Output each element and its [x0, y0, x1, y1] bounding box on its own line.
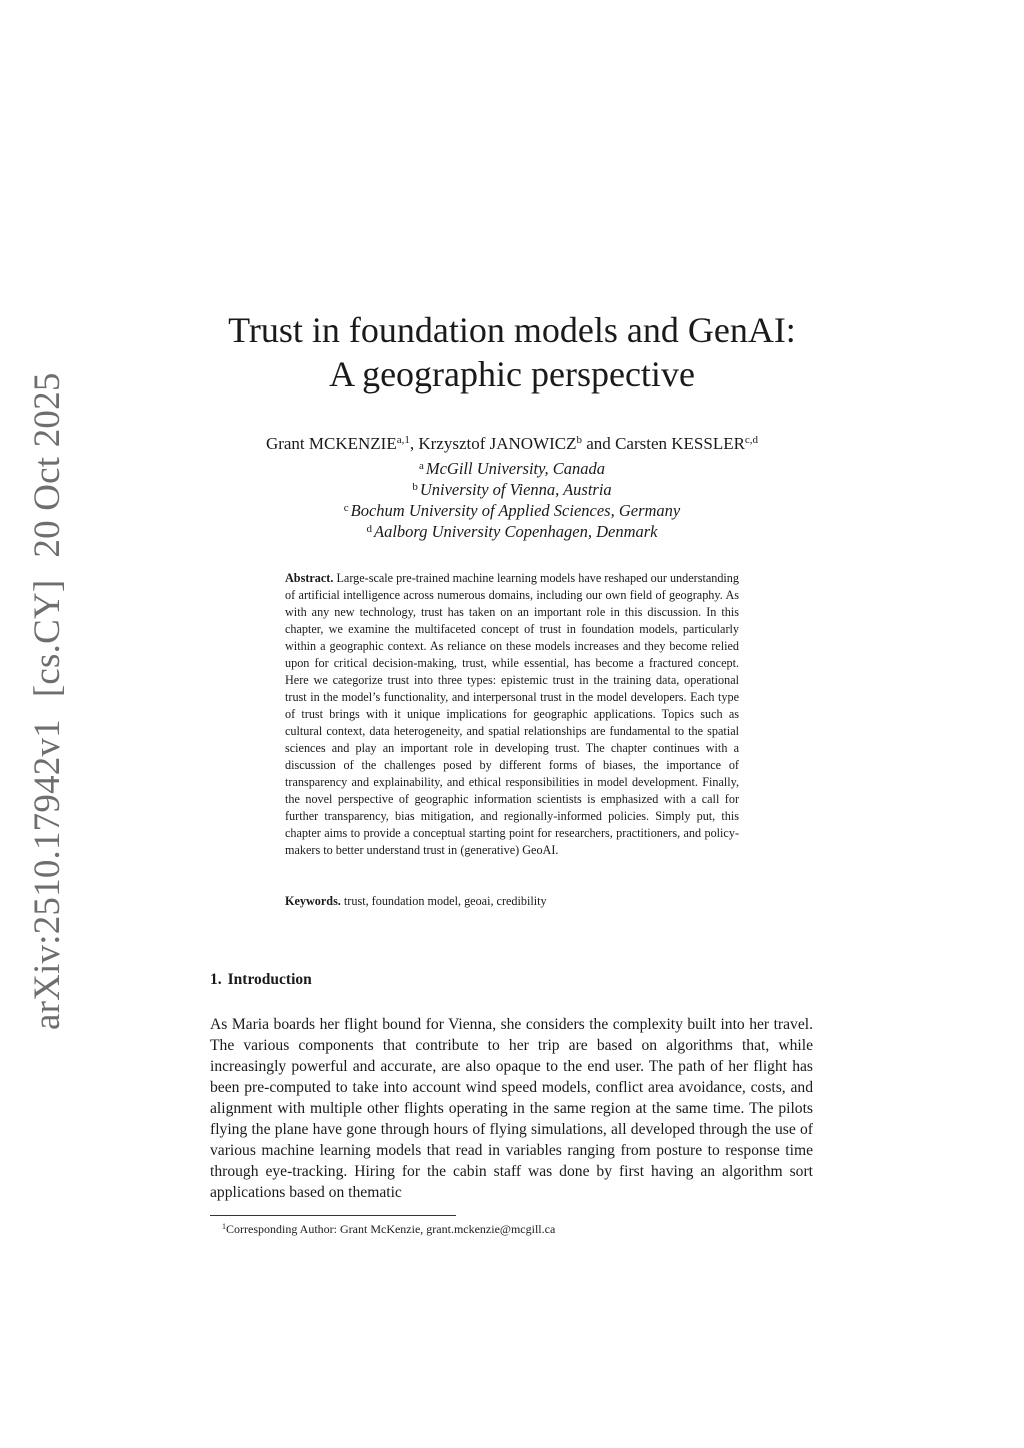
- author-affiliation-mark: b: [576, 434, 583, 446]
- author-name: Krzysztof JANOWICZ: [418, 434, 577, 453]
- body-paragraph: As Maria boards her flight bound for Vienna, she considers the complexity built into her travel. The various components that contribute to her trip are based on algorithms that, while increasingly powerful and accurate, are also opaque to the end user. The path of her flight has been pre-computed to take into account wind speed models, conflict area avoidance, costs, and alignment with multiple other flights operating in the same region at the same time. The pilots flying the plane have gone through hours of flying simulations, all developed through the use of various machine learning models that read in variables ranging from posture to response time through eye-tracking. Hiring for the cabin staff was done by first having an algorithm sort applications based on thematic: [210, 1016, 813, 1201]
- author-name: Carsten KESSLER: [615, 434, 745, 453]
- affiliation: [0, 521, 1024, 542]
- footnote-mark: 1: [222, 1222, 226, 1231]
- affiliation-name: Bochum University of Applied Sciences, Germany: [350, 501, 681, 520]
- arxiv-id: arXiv:2510.17942v1: [27, 719, 68, 1030]
- affiliation: [0, 479, 1024, 500]
- section-number: 1.: [210, 971, 222, 988]
- affiliation: [0, 458, 1024, 479]
- author-affiliation-mark: a,1: [396, 434, 410, 446]
- author-list: [0, 432, 1024, 456]
- affiliation-mark: a: [418, 460, 424, 472]
- section-heading: [210, 971, 318, 989]
- keywords-text: trust, foundation model, geoai, credibility: [343, 894, 547, 908]
- arxiv-date: 20 Oct 2025: [27, 372, 68, 558]
- abstract-text: Large-scale pre-trained machine learning models have reshaped our understanding of artificial intelligence across numerous domains, including our own field of geography. As with any new technology, trust has taken on an important role in this discussion. In this chapter, we examine the multifaceted concept of trust in foundation models, particularly within a geographic context. As reliance on these models increases and they become relied upon for critical decision-making, trust, while essential, has become a fractured concept. Here we categorize trust into three types: epistemic trust in the training data, operational trust in the model’s functionality, and interpersonal trust in the model developers. Each type of trust brings with it unique implications for geographic applications. Topics such as cultural context, data heterogeneity, and spatial relationships are fundamental to the spatial sciences and play an important role in developing trust. The chapter continues with a discussion of the challenges posed by different forms of biases, the importance of transparency and explainability, and ethical responsibilities in model development. Finally, the novel perspective of geographic information scientists is emphasized with a call for further transparency, bias mitigation, and regionally-informed policies. Simply put, this chapter aims to provide a conceptual starting point for researchers, practitioners, and policy-makers to better understand trust in (generative) GeoAI.: [285, 571, 739, 857]
- keywords: [285, 893, 739, 910]
- affiliation-name: Aalborg University Copenhagen, Denmark: [373, 522, 658, 541]
- footnote: [222, 1221, 555, 1237]
- author-separator: ,: [409, 434, 419, 453]
- affiliation-name: University of Vienna, Austria: [419, 480, 612, 499]
- affiliation-mark: c: [343, 502, 349, 514]
- affiliation-mark: d: [366, 523, 372, 535]
- footnote-text: Corresponding Author: Grant McKenzie, grant.mckenzie@mcgill.ca: [226, 1222, 556, 1236]
- affiliation-name: McGill University, Canada: [425, 459, 606, 478]
- arxiv-category: [cs.CY]: [27, 579, 68, 698]
- abstract: [285, 570, 739, 859]
- affiliation: [0, 500, 1024, 521]
- title-line-2: A geographic perspective: [329, 354, 695, 394]
- author-separator: and: [582, 434, 616, 453]
- abstract-label: Abstract.: [285, 571, 334, 585]
- paper-title: [0, 308, 1024, 396]
- footnote-divider: [210, 1215, 456, 1216]
- title-line-1: Trust in foundation models and GenAI:: [228, 310, 796, 350]
- affiliation-list: [0, 458, 1024, 542]
- keywords-label: Keywords.: [285, 894, 341, 908]
- author-name: Grant MCKENZIE: [265, 434, 397, 453]
- affiliation-mark: b: [412, 481, 418, 493]
- section-title: Introduction: [227, 971, 312, 988]
- author-affiliation-mark: c,d: [744, 434, 759, 446]
